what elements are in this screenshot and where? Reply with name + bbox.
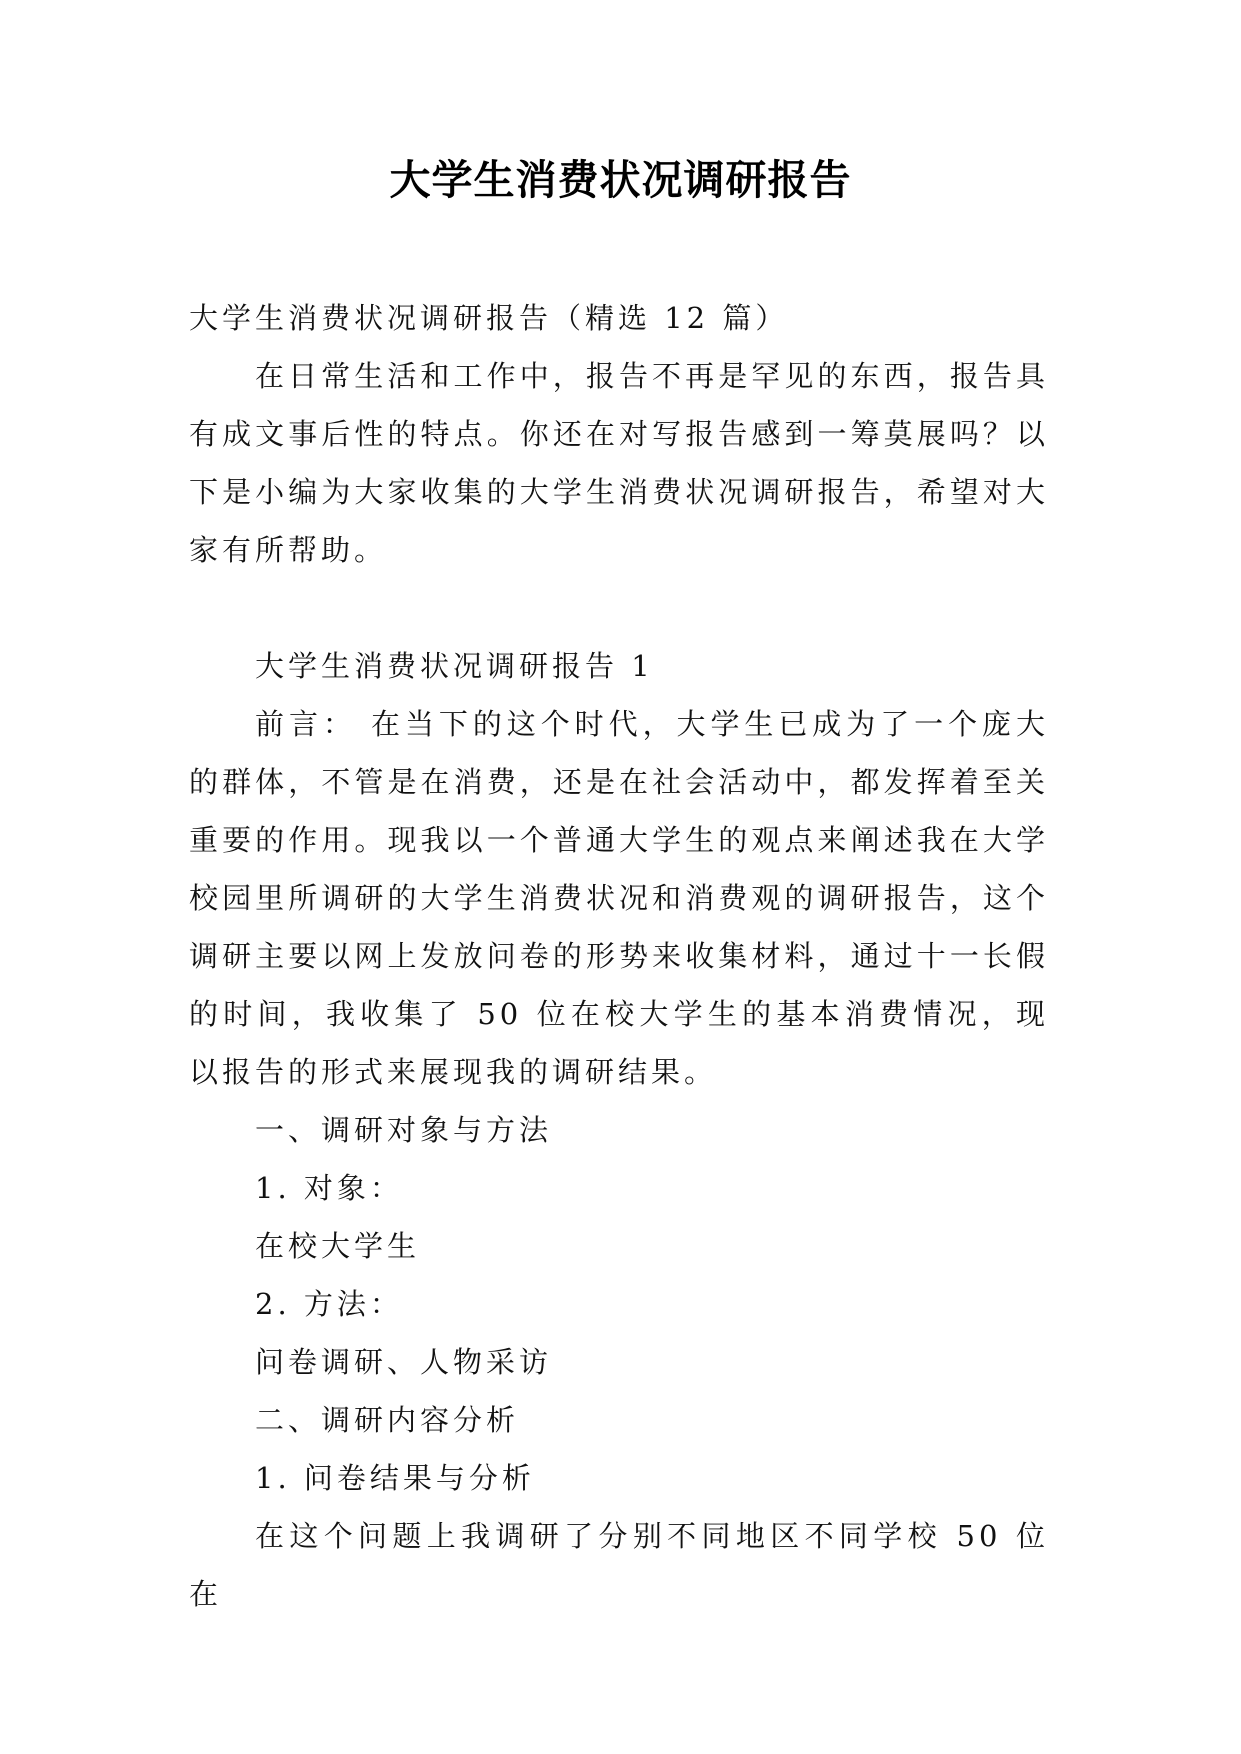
paragraph-gap	[189, 579, 1049, 637]
section-heading: 大学生消费状况调研报告 1	[255, 649, 654, 683]
intro-paragraph: 在日常生活和工作中，报告不再是罕见的东西，报告具有成文事后性的特点。你还在对写报告感到一筹莫展吗？以下是小编为大家收集的大学生消费状况调研报告，希望对大家有所帮助。	[189, 359, 1049, 567]
heading-research-subject: 一、调研对象与方法	[255, 1113, 553, 1147]
method-label: 2. 方法：	[255, 1287, 403, 1321]
document-title: 大学生消费状况调研报告	[389, 156, 852, 204]
analysis-label: 1. 问卷结果与分析	[255, 1461, 535, 1495]
analysis-paragraph: 在这个问题上我调研了分别不同地区不同学校 50 位在	[189, 1519, 1049, 1611]
object-label: 1. 对象：	[255, 1171, 403, 1205]
method-value: 问卷调研、人物采访	[255, 1345, 553, 1379]
subtitle: 大学生消费状况调研报告（精选 12 篇）	[189, 301, 789, 335]
heading-content-analysis: 二、调研内容分析	[255, 1403, 520, 1437]
document-body	[189, 289, 1049, 1623]
object-value: 在校大学生	[255, 1229, 421, 1263]
preface-paragraph: 前言： 在当下的这个时代，大学生已成为了一个庞大的群体，不管是在消费，还是在社会活动中，都发挥着至关重要的作用。现我以一个普通大学生的观点来阐述我在大学校园里所调研的大学生消费状况和消费观的调研报告，这个调研主要以网上发放问卷的形势来收集材料，通过十一长假的时间，我收集了 50 位在校大学生的基本消费情况，现以报告的形式来展现我的调研结果。	[189, 707, 1049, 1089]
